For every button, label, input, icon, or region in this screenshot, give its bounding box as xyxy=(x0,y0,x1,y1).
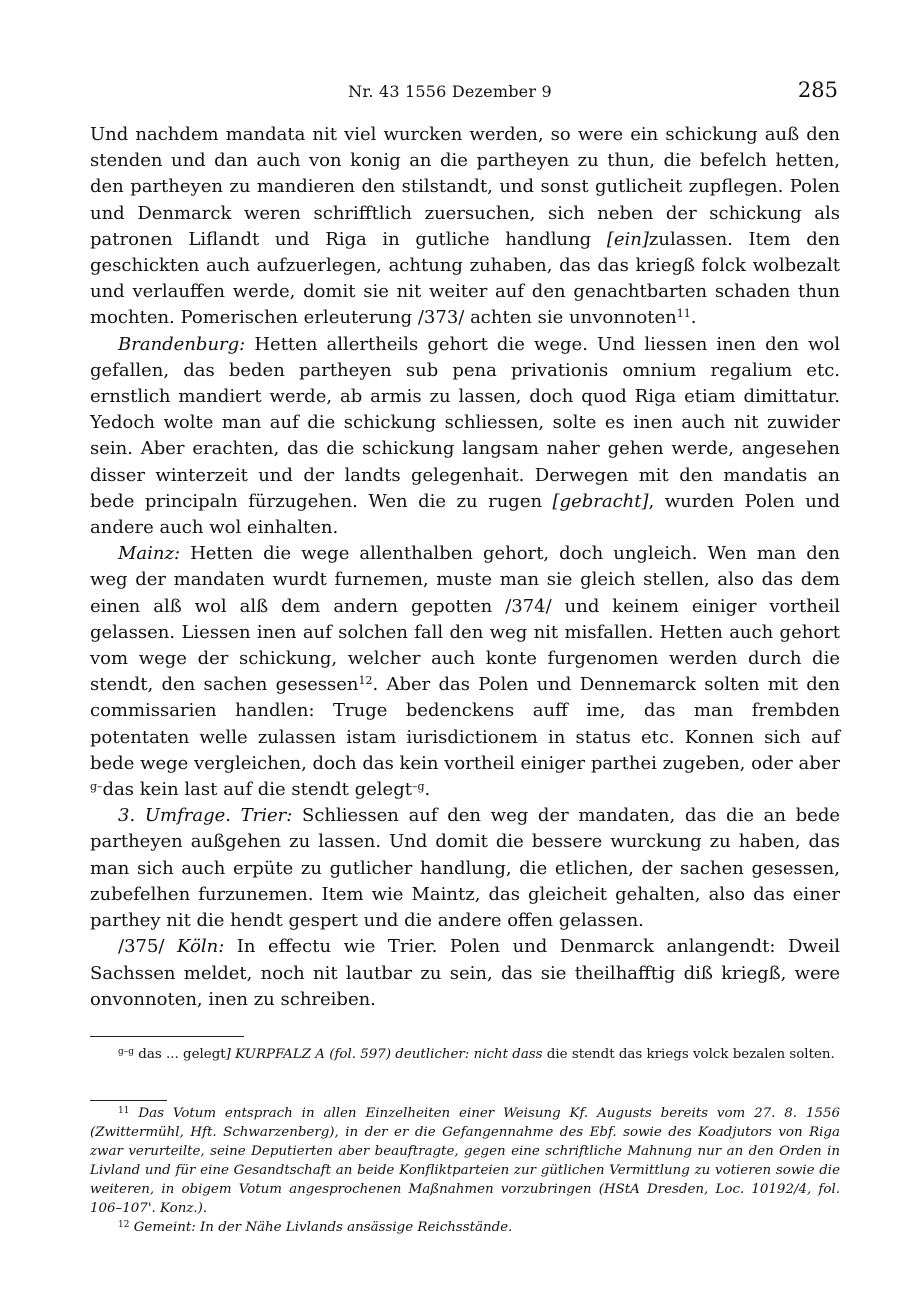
paragraph-koeln xyxy=(90,934,840,1013)
p2-editorial-insert: [gebracht] xyxy=(552,490,649,512)
footnote-12-text: Gemeint: In der Nähe Livlands ansässige Reichsstände. xyxy=(133,1220,513,1235)
footnote-11-number: 11 xyxy=(118,1106,130,1116)
paragraph-mainz xyxy=(90,541,840,803)
critical-note-mark: g–g xyxy=(118,1047,135,1057)
footnote-ref-11[interactable]: 11 xyxy=(676,307,691,321)
round-label-trier: 3. Umfrage. Trier: xyxy=(118,805,293,827)
footnote-12 xyxy=(90,1218,840,1237)
p2-text-2: , wurden Polen und andere auch wol einhalten. xyxy=(90,490,841,539)
p1-editorial-insert: [ein] xyxy=(606,228,649,250)
critical-mark-close[interactable]: –g xyxy=(411,780,425,794)
footnote-ref-12[interactable]: 12 xyxy=(358,674,373,688)
critical-note-g xyxy=(90,1045,840,1064)
footnote-11 xyxy=(90,1104,840,1218)
p1-text: Und nachdem mandata nit viel wurcken werden, so were ein schickung auß den stenden und dan auch von konig an die partheyen zu thun, die befelch hetten, den partheyen zu mandieren den stilstandt, und sonst gutlicheit zupflegen. Polen und Denmarck weren schrifftlich zuersuchen, sich neben der schickung als patronen Liflandt und Riga in gutliche handlung xyxy=(90,124,840,250)
speaker-koeln: Köln: xyxy=(177,936,225,958)
critical-note-text: die stendt das kriegs volck bezalen solten. xyxy=(542,1047,835,1062)
p1-end: . xyxy=(690,307,697,329)
paragraph-1 xyxy=(90,122,840,332)
p3-text-3: das kein last auf die stendt gelegt xyxy=(102,779,412,801)
p2-text: Hetten allertheils gehort die wege. Und liessen inen den wol gefallen, das beden partheyen sub pena privationis omnium regalium etc. ernstlich mandiert werde, ab armis zu lassen, doch quod Riga etiam dimittatur. Yedoch wolte man auf die schickung schliessen, solte es inen auch nit zuwider sein. Aber erachten, das die schickung langsam naher gehen werde, angesehen disser winterzeit und der landts gelegenhait. Derwegen mit den mandatis an bede principaln fürzugehen. Wen die zu rugen xyxy=(90,333,840,512)
speaker-brandenburg: Brandenburg: xyxy=(118,333,246,355)
footnotes xyxy=(90,1104,840,1237)
critical-mark-open[interactable]: g– xyxy=(90,780,103,794)
main-text xyxy=(90,122,840,1013)
critical-note-variant: ] KURPFALZ A (fol. 597) deutlicher: nicht dass xyxy=(225,1047,543,1062)
paragraph-trier xyxy=(90,803,840,934)
speaker-mainz: Mainz: xyxy=(118,543,181,565)
footnote-12-number: 12 xyxy=(118,1220,130,1230)
p4-text: Schliessen auf den weg der mandaten, das die an bede partheyen außgehen zu lassen. Und domit die bessere wurckung zu haben, das man sich auch erpüte zu gutlicher handlung, die etlichen, der sachen gesessen, zubefelhen furzunemen. Item wie Maintz, das gleicheit gehalten, also das einer parthey nit die hendt gespert und die andere offen gelassen. xyxy=(90,805,840,932)
p3-end: . xyxy=(424,779,431,801)
p5-text: In effectu wie Trier. Polen und Denmarck anlangendt: Dweil Sachssen meldet, noch nit lautbar zu sein, das sie theilhafftig diß kriegß, were onvonnoten, inen zu schreiben. xyxy=(90,936,840,1010)
paragraph-brandenburg xyxy=(90,332,840,542)
critical-apparatus-rule xyxy=(90,1036,244,1037)
footnotes-rule xyxy=(90,1100,167,1101)
p1-text-2: zulassen. Item den geschickten auch aufzuerlegen, achtung zuhaben, das das kriegß folck wolbezalt und verlauffen werde, domit sie nit weiter auf den genachtbarten schaden thun mochten. Pomerischen erleuterung /373/ achten sie unvonnoten xyxy=(90,228,841,329)
footnote-11-text: Das Votum entsprach in allen Einzelheiten einer Weisung Kf. Augusts bereits vom 27. 8. 1556 (Zwittermühl, Hft. Schwarzenberg), in der er die Gefangennahme des Ebf. sowie des Koadjutors von Riga zwar verurteilte, seine Deputierten aber beauftragte, gegen eine schriftliche Mahnung nur an den Orden in Livland und für eine Gesandtschaft an beide Konfliktparteien zur gütlichen Vermittlung zu votieren sowie die weiteren, in obigem Votum angesprochenen Maßnahmen vorzubringen (HStA Dresden, Loc. 10192/4, fol. 106–107'. Konz.). xyxy=(90,1106,840,1216)
folio-375: /375/ xyxy=(118,936,165,958)
p3-text-2: . Aber das Polen und Dennemarck solten mit den commissarien handlen: Truge bedenckens auff ime, das man frembden potentaten welle zulassen istam iurisdictionem in status etc. Konnen sich auf bede wege vergleichen, doch das kein vortheil einiger parthei zugeben, oder aber xyxy=(90,674,840,774)
p3-text: Hetten die wege allenthalben gehort, doch ungleich. Wen man den weg der mandaten wurdt furnemen, muste man sie gleich stellen, also das dem einen alß wol alß dem andern gepotten /374/ und keinem einiger vortheil gelassen. Liessen inen auf solchen fall den weg nit misfallen. Hetten auch gehort vom wege der schickung, welcher auch konte furgenomen werden durch die stendt, den sachen gesessen xyxy=(90,543,840,696)
page-number: 285 xyxy=(797,78,838,102)
critical-note-lemma: das ... gelegt xyxy=(134,1047,226,1062)
running-head: Nr. 43 1556 Dezember 9 xyxy=(348,82,552,101)
critical-apparatus xyxy=(90,1045,840,1064)
